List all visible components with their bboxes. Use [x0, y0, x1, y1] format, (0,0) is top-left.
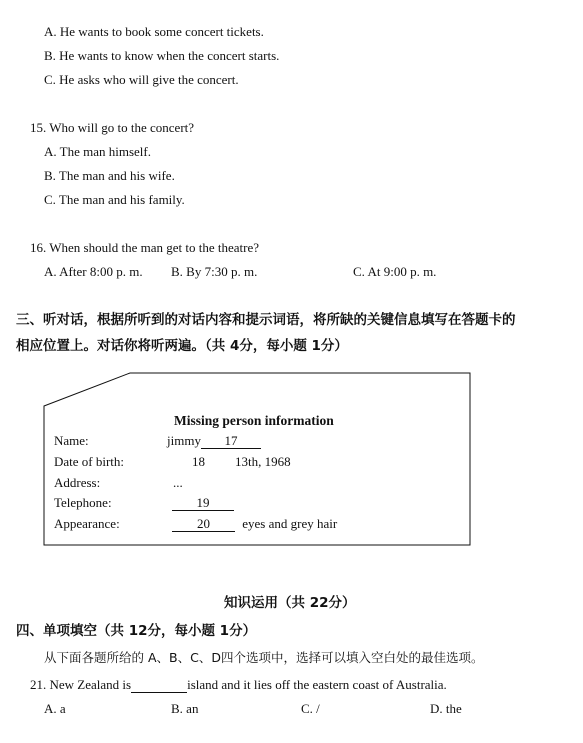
- section3-heading-line2: 相应位置上。对话你将听两遍。（共 4分，每小题 1分）: [16, 338, 348, 354]
- name-value: jimmy: [167, 433, 201, 448]
- q14-option-a: A. He wants to book some concert tickets.: [44, 24, 264, 39]
- q21-option-b: B. an: [171, 701, 199, 716]
- appearance-value: eyes and grey hair: [242, 516, 338, 531]
- q15-option-b: B. The man and his wife.: [44, 168, 175, 183]
- name-field: [167, 433, 261, 449]
- q15-option-a: A. The man himself.: [44, 144, 151, 159]
- q16-option-a: A. After 8:00 p. m.: [44, 264, 143, 279]
- address-label: Address:: [54, 475, 101, 490]
- phone-label: Telephone:: [54, 495, 112, 510]
- dob-label: Date of birth:: [54, 454, 125, 469]
- q21-option-a: A. a: [44, 701, 66, 716]
- blank-19[interactable]: 19: [172, 496, 234, 511]
- dob-blank[interactable]: 18: [192, 454, 205, 469]
- card-title: Missing person information: [174, 413, 334, 428]
- q21-option-d: D. the: [430, 701, 462, 716]
- part-title: 知识运用（共 22分）: [224, 595, 356, 611]
- q16-option-c: C. At 9:00 p. m.: [353, 264, 437, 279]
- dob-value: 13th, 1968: [235, 454, 291, 469]
- q14-option-b: B. He wants to know when the concert starts.: [44, 48, 280, 63]
- q21-stem-after: island and it lies off the eastern coast of Australia.: [187, 677, 447, 692]
- section4-instruction: 从下面各题所给的 A、B、C、D四个选项中，选择可以填入空白处的最佳选项。: [44, 650, 484, 665]
- q16-option-b: B. By 7:30 p. m.: [171, 264, 258, 279]
- address-value: ...: [173, 475, 183, 490]
- q21-option-c: C. /: [301, 701, 320, 716]
- q14-option-c: C. He asks who will give the concert.: [44, 72, 239, 87]
- name-label: Name:: [54, 433, 89, 448]
- q21-stem: [30, 677, 447, 693]
- q15-stem: 15. Who will go to the concert?: [30, 120, 195, 135]
- q21-stem-before: 21. New Zealand is: [30, 677, 132, 692]
- appearance-label: Appearance:: [54, 516, 120, 531]
- q16-stem: 16. When should the man get to the theatre?: [30, 240, 259, 255]
- blank-20[interactable]: 20: [172, 517, 235, 532]
- q15-option-c: C. The man and his family.: [44, 192, 185, 207]
- phone-field: [172, 495, 234, 511]
- section4-heading: 四、单项填空（共 12分，每小题 1分）: [16, 623, 257, 639]
- appearance-field: [172, 516, 337, 532]
- blank-17[interactable]: 17: [201, 434, 261, 449]
- q21-blank[interactable]: [131, 678, 187, 693]
- section3-heading-line1: 三、听对话，根据所听到的对话内容和提示词语，将所缺的关键信息填写在答题卡的: [16, 312, 516, 328]
